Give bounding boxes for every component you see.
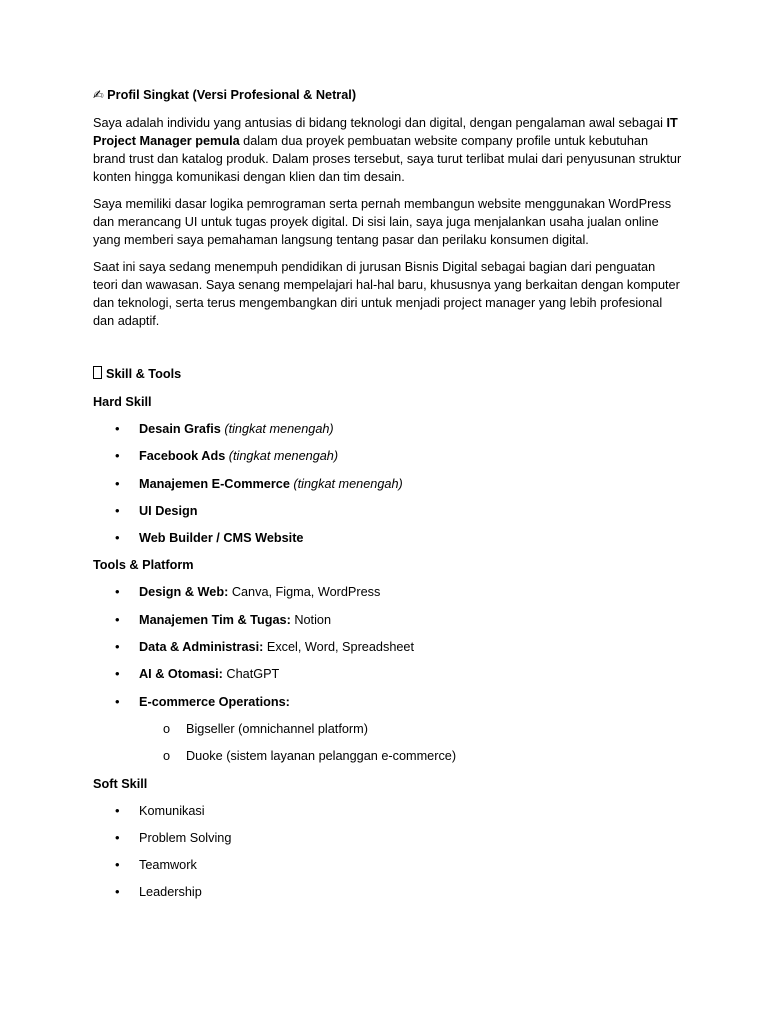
list-item <box>93 502 683 520</box>
list-item <box>93 447 683 465</box>
item-bold: Desain Grafis <box>139 422 221 436</box>
bullet-icon: • <box>115 884 120 900</box>
item-bold: Data & Administrasi: <box>139 640 264 655</box>
profile-heading <box>93 86 683 104</box>
section-spacer <box>93 339 683 365</box>
profile-heading-text: Profil Singkat (Versi Profesional & Netral) <box>107 88 357 102</box>
list-item <box>93 665 683 683</box>
bullet-icon: • <box>115 857 120 873</box>
list-item <box>93 611 683 629</box>
skills-heading-text: Skill & Tools <box>106 367 182 381</box>
item-bold: Facebook Ads <box>139 449 226 464</box>
item-bold: E-commerce Operations: <box>139 694 290 709</box>
list-item <box>93 802 683 820</box>
item-bold: Design & Web: <box>139 585 229 600</box>
list-item <box>93 529 683 547</box>
list-item <box>93 583 683 601</box>
item-text: Canva, Figma, WordPress <box>228 585 381 600</box>
profile-p1-bold: IT Project Manager pemula <box>93 116 678 148</box>
bullet-icon: • <box>115 829 120 845</box>
bullet-icon: • <box>115 584 120 600</box>
profile-p1-text-after: dalam dua proyek pembuatan website company profile untuk kebutuhan brand trust dan katalog produk. Dalam proses tersebut, saya turut terlibat mulai dari penyusunan struktur konten hingga komunikasi dengan klien dan tim desain. <box>93 134 682 184</box>
item-text: Excel, Word, Spreadsheet <box>263 640 415 655</box>
list-item <box>93 693 683 711</box>
bullet-icon: • <box>115 611 120 627</box>
document-page <box>93 86 683 911</box>
item-bold: Manajemen E-Commerce <box>139 476 290 491</box>
list-item <box>93 883 683 901</box>
tools-list <box>93 583 683 710</box>
missing-glyph-box-icon <box>93 366 102 379</box>
sub-item-text: Duoke (sistem layanan pelanggan e-commerce) <box>186 749 457 764</box>
sub-item-text: Bigseller (omnichannel platform) <box>186 721 368 736</box>
ecommerce-sub-list <box>93 720 683 765</box>
bullet-icon: • <box>115 530 120 546</box>
item-text: Leadership <box>139 885 202 900</box>
bullet-icon: • <box>115 693 120 709</box>
item-bold: AI & Otomasi: <box>139 667 223 682</box>
sub-list-item <box>93 720 683 738</box>
profile-paragraph-2: Saya memiliki dasar logika pemrograman serta pernah membangun website menggunakan WordPress dan merancang UI untuk tugas proyek digital. Di sisi lain, saya juga menjalankan usaha jualan online yang memberi saya pemahaman langsung tentang pasar dan perilaku konsumen digital. <box>93 197 672 247</box>
writing-hand-icon: ✍ <box>93 88 104 102</box>
bullet-icon: • <box>115 802 120 818</box>
item-text: Notion <box>290 612 332 627</box>
bullet-icon: • <box>115 475 120 491</box>
list-item <box>93 856 683 874</box>
hard-skill-list <box>93 420 683 547</box>
sub-list-item <box>93 747 683 765</box>
profile-paragraph-1 <box>93 114 683 186</box>
hard-skill-label: Hard Skill <box>93 395 152 409</box>
list-item <box>93 420 683 438</box>
soft-skill-label: Soft Skill <box>93 776 148 791</box>
bullet-icon: • <box>115 448 120 464</box>
bullet-icon: • <box>115 639 120 655</box>
item-bold: Web Builder / CMS Website <box>139 531 304 546</box>
tools-platform-label: Tools & Platform <box>93 558 194 573</box>
list-item <box>93 829 683 847</box>
bullet-icon: • <box>115 421 120 436</box>
item-text: Problem Solving <box>139 830 232 845</box>
item-text: Teamwork <box>139 858 197 873</box>
item-italic: (tingkat menengah) <box>225 449 339 464</box>
item-bold: Manajemen Tim & Tugas: <box>139 612 291 627</box>
circle-bullet-icon: o <box>163 749 171 764</box>
bullet-icon: • <box>115 502 120 518</box>
bullet-icon: • <box>115 666 120 682</box>
circle-bullet-icon: o <box>163 721 171 736</box>
skills-heading <box>93 365 683 383</box>
item-italic: (tingkat menengah) <box>289 476 403 491</box>
profile-p1-text: Saya adalah individu yang antusias di bidang teknologi dan digital, dengan pengalaman awal sebagai <box>93 116 667 130</box>
list-item <box>93 475 683 493</box>
item-text: ChatGPT <box>222 667 280 682</box>
item-text: Komunikasi <box>139 803 205 818</box>
soft-skill-list <box>93 802 683 902</box>
profile-paragraph-3: Saat ini saya sedang menempuh pendidikan di jurusan Bisnis Digital sebagai bagian dari penguatan teori dan wawasan. Saya senang mempelajari hal-hal baru, khususnya yang berkaitan dengan komputer dan teknologi, serta terus mengembangkan diri untuk menjadi project manager yang lebih profesional dan adaptif. <box>93 260 680 328</box>
item-bold: UI Design <box>139 503 198 518</box>
item-italic: (tingkat menengah) <box>220 422 334 436</box>
list-item <box>93 638 683 656</box>
